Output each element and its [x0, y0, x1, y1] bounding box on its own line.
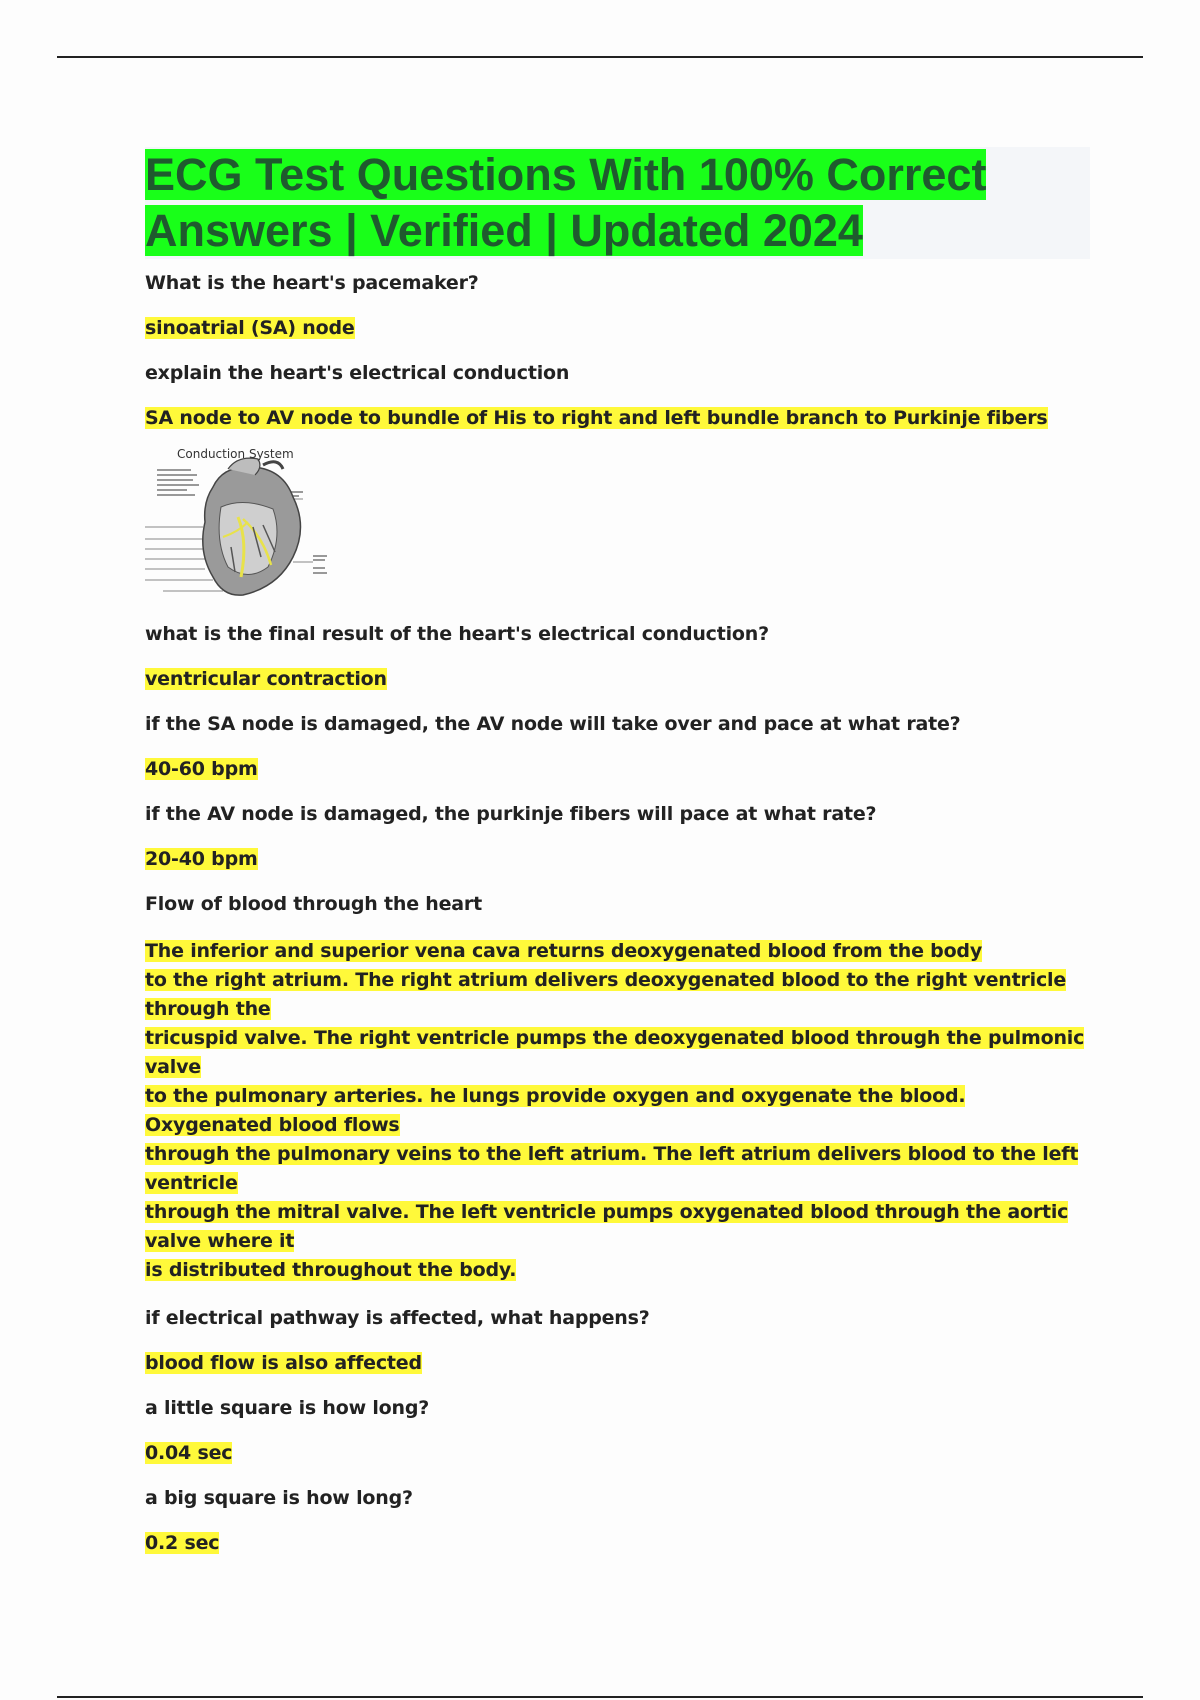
bottom-rule [57, 1696, 1143, 1698]
question-6: Flow of blood through the heart [145, 893, 482, 915]
question-2: explain the heart's electrical conduction [145, 362, 570, 384]
heart-conduction-diagram-icon [143, 447, 333, 602]
page-title: ECG Test Questions With 100% Correct Answers | Verified | Updated 2024 [145, 149, 987, 256]
top-rule [57, 56, 1143, 58]
question-9: a big square is how long? [145, 1487, 413, 1509]
answer-3: ventricular contraction [145, 668, 387, 690]
answer-8: 0.04 sec [145, 1442, 233, 1464]
document-body [145, 147, 1090, 1576]
answer-5: 20-40 bpm [145, 848, 258, 870]
answer-6: The inferior and superior vena cava returns deoxygenated blood from the body to the right atrium. The right atrium delivers deoxygenated blood to the right ventricle through the tricuspid valve. The right ventricle pumps the deoxygenated blood through the pulmonic valve to the pulmonary arteries. he lungs provide oxygen and oxygenate the blood. Oxygenated blood flows through the pulmonary veins to the left atrium. The left atrium delivers blood to the left ventricle through the mitral valve. The left ventricle pumps oxygenated blood through the aortic valve where it is distributed throughout the body. [145, 940, 1085, 1281]
question-8: a little square is how long? [145, 1397, 430, 1419]
title-box [145, 147, 1090, 259]
answer-1: sinoatrial (SA) node [145, 317, 355, 339]
question-5: if the AV node is damaged, the purkinje fibers will pace at what rate? [145, 803, 877, 825]
answer-7: blood flow is also affected [145, 1352, 422, 1374]
answer-2: SA node to AV node to bundle of His to right and left bundle branch to Purkinje fibers [145, 407, 1048, 429]
question-7: if electrical pathway is affected, what happens? [145, 1307, 650, 1329]
question-4: if the SA node is damaged, the AV node will take over and pace at what rate? [145, 713, 961, 735]
question-3: what is the final result of the heart's electrical conduction? [145, 623, 769, 645]
conduction-system-figure [143, 447, 333, 602]
answer-4: 40-60 bpm [145, 758, 258, 780]
question-1: What is the heart's pacemaker? [145, 272, 479, 294]
figure-caption: Conduction System [177, 447, 294, 461]
answer-9: 0.2 sec [145, 1532, 220, 1554]
